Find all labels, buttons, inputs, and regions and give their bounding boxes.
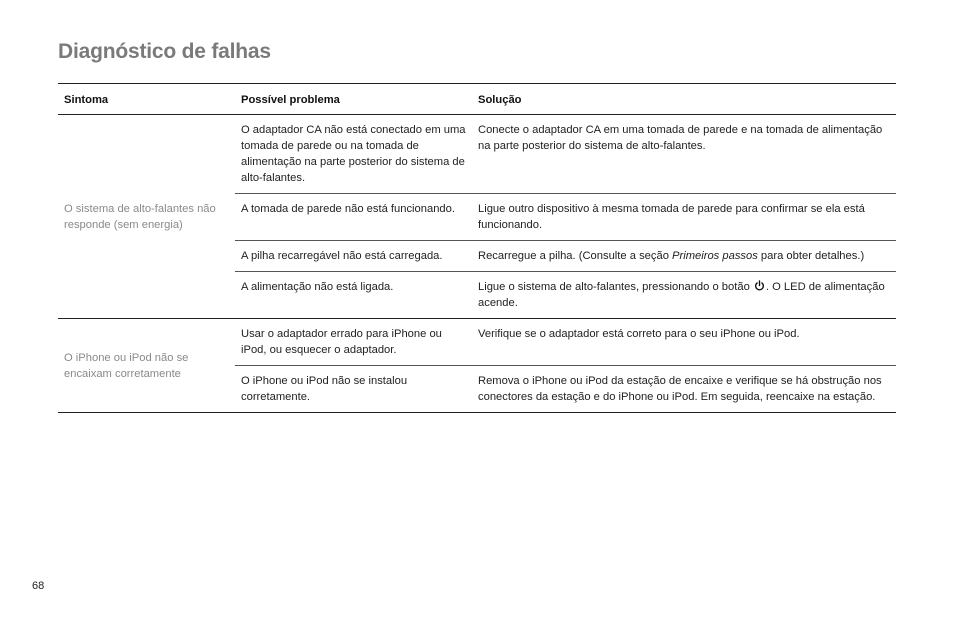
troubleshooting-table	[58, 83, 896, 413]
solution-cell	[472, 241, 896, 272]
solution-cell: Conecte o adaptador CA em uma tomada de parede e na tomada de alimentação na parte posterior do sistema de alto-falantes.	[472, 115, 896, 194]
header-solution: Solução	[472, 84, 896, 115]
problem-cell: A alimentação não está ligada.	[235, 272, 472, 319]
header-symptom: Sintoma	[58, 84, 235, 115]
solution-text: Ligue o sistema de alto-falantes, pressionando o botão	[478, 281, 753, 293]
symptom-cell: O sistema de alto-falantes não responde (sem energia)	[58, 115, 235, 319]
solution-cell: Ligue outro dispositivo à mesma tomada de parede para confirmar se ela está funcionando.	[472, 194, 896, 241]
power-icon	[754, 280, 765, 291]
solution-text: . O LED de alimentação acende.	[478, 281, 885, 309]
table-header-row	[58, 84, 896, 115]
page-number: 68	[32, 580, 45, 592]
header-problem: Possível problema	[235, 84, 472, 115]
problem-cell: Usar o adaptador errado para iPhone ou iPod, ou esquecer o adaptador.	[235, 319, 472, 366]
symptom-cell: O iPhone ou iPod não se encaixam corretamente	[58, 319, 235, 413]
problem-cell: O adaptador CA não está conectado em uma tomada de parede ou na tomada de alimentação na parte posterior do sistema de alto-falantes.	[235, 115, 472, 194]
page-title: Diagnóstico de falhas	[58, 40, 271, 63]
table-row	[58, 115, 896, 194]
solution-cell: Verifique se o adaptador está correto para o seu iPhone ou iPod.	[472, 319, 896, 366]
table-row	[58, 319, 896, 366]
solution-text: Recarregue a pilha. (Consulte a seção	[478, 250, 673, 262]
problem-cell: A pilha recarregável não está carregada.	[235, 241, 472, 272]
section-reference: Primeiros passos	[672, 250, 758, 262]
solution-cell: Remova o iPhone ou iPod da estação de encaixe e verifique se há obstrução nos conectores da estação e do iPhone ou iPod. Em seguida, reencaixe na estação.	[472, 366, 896, 413]
problem-cell: A tomada de parede não está funcionando.	[235, 194, 472, 241]
solution-text: para obter detalhes.)	[757, 250, 865, 262]
solution-cell	[472, 272, 896, 319]
problem-cell: O iPhone ou iPod não se instalou corretamente.	[235, 366, 472, 413]
